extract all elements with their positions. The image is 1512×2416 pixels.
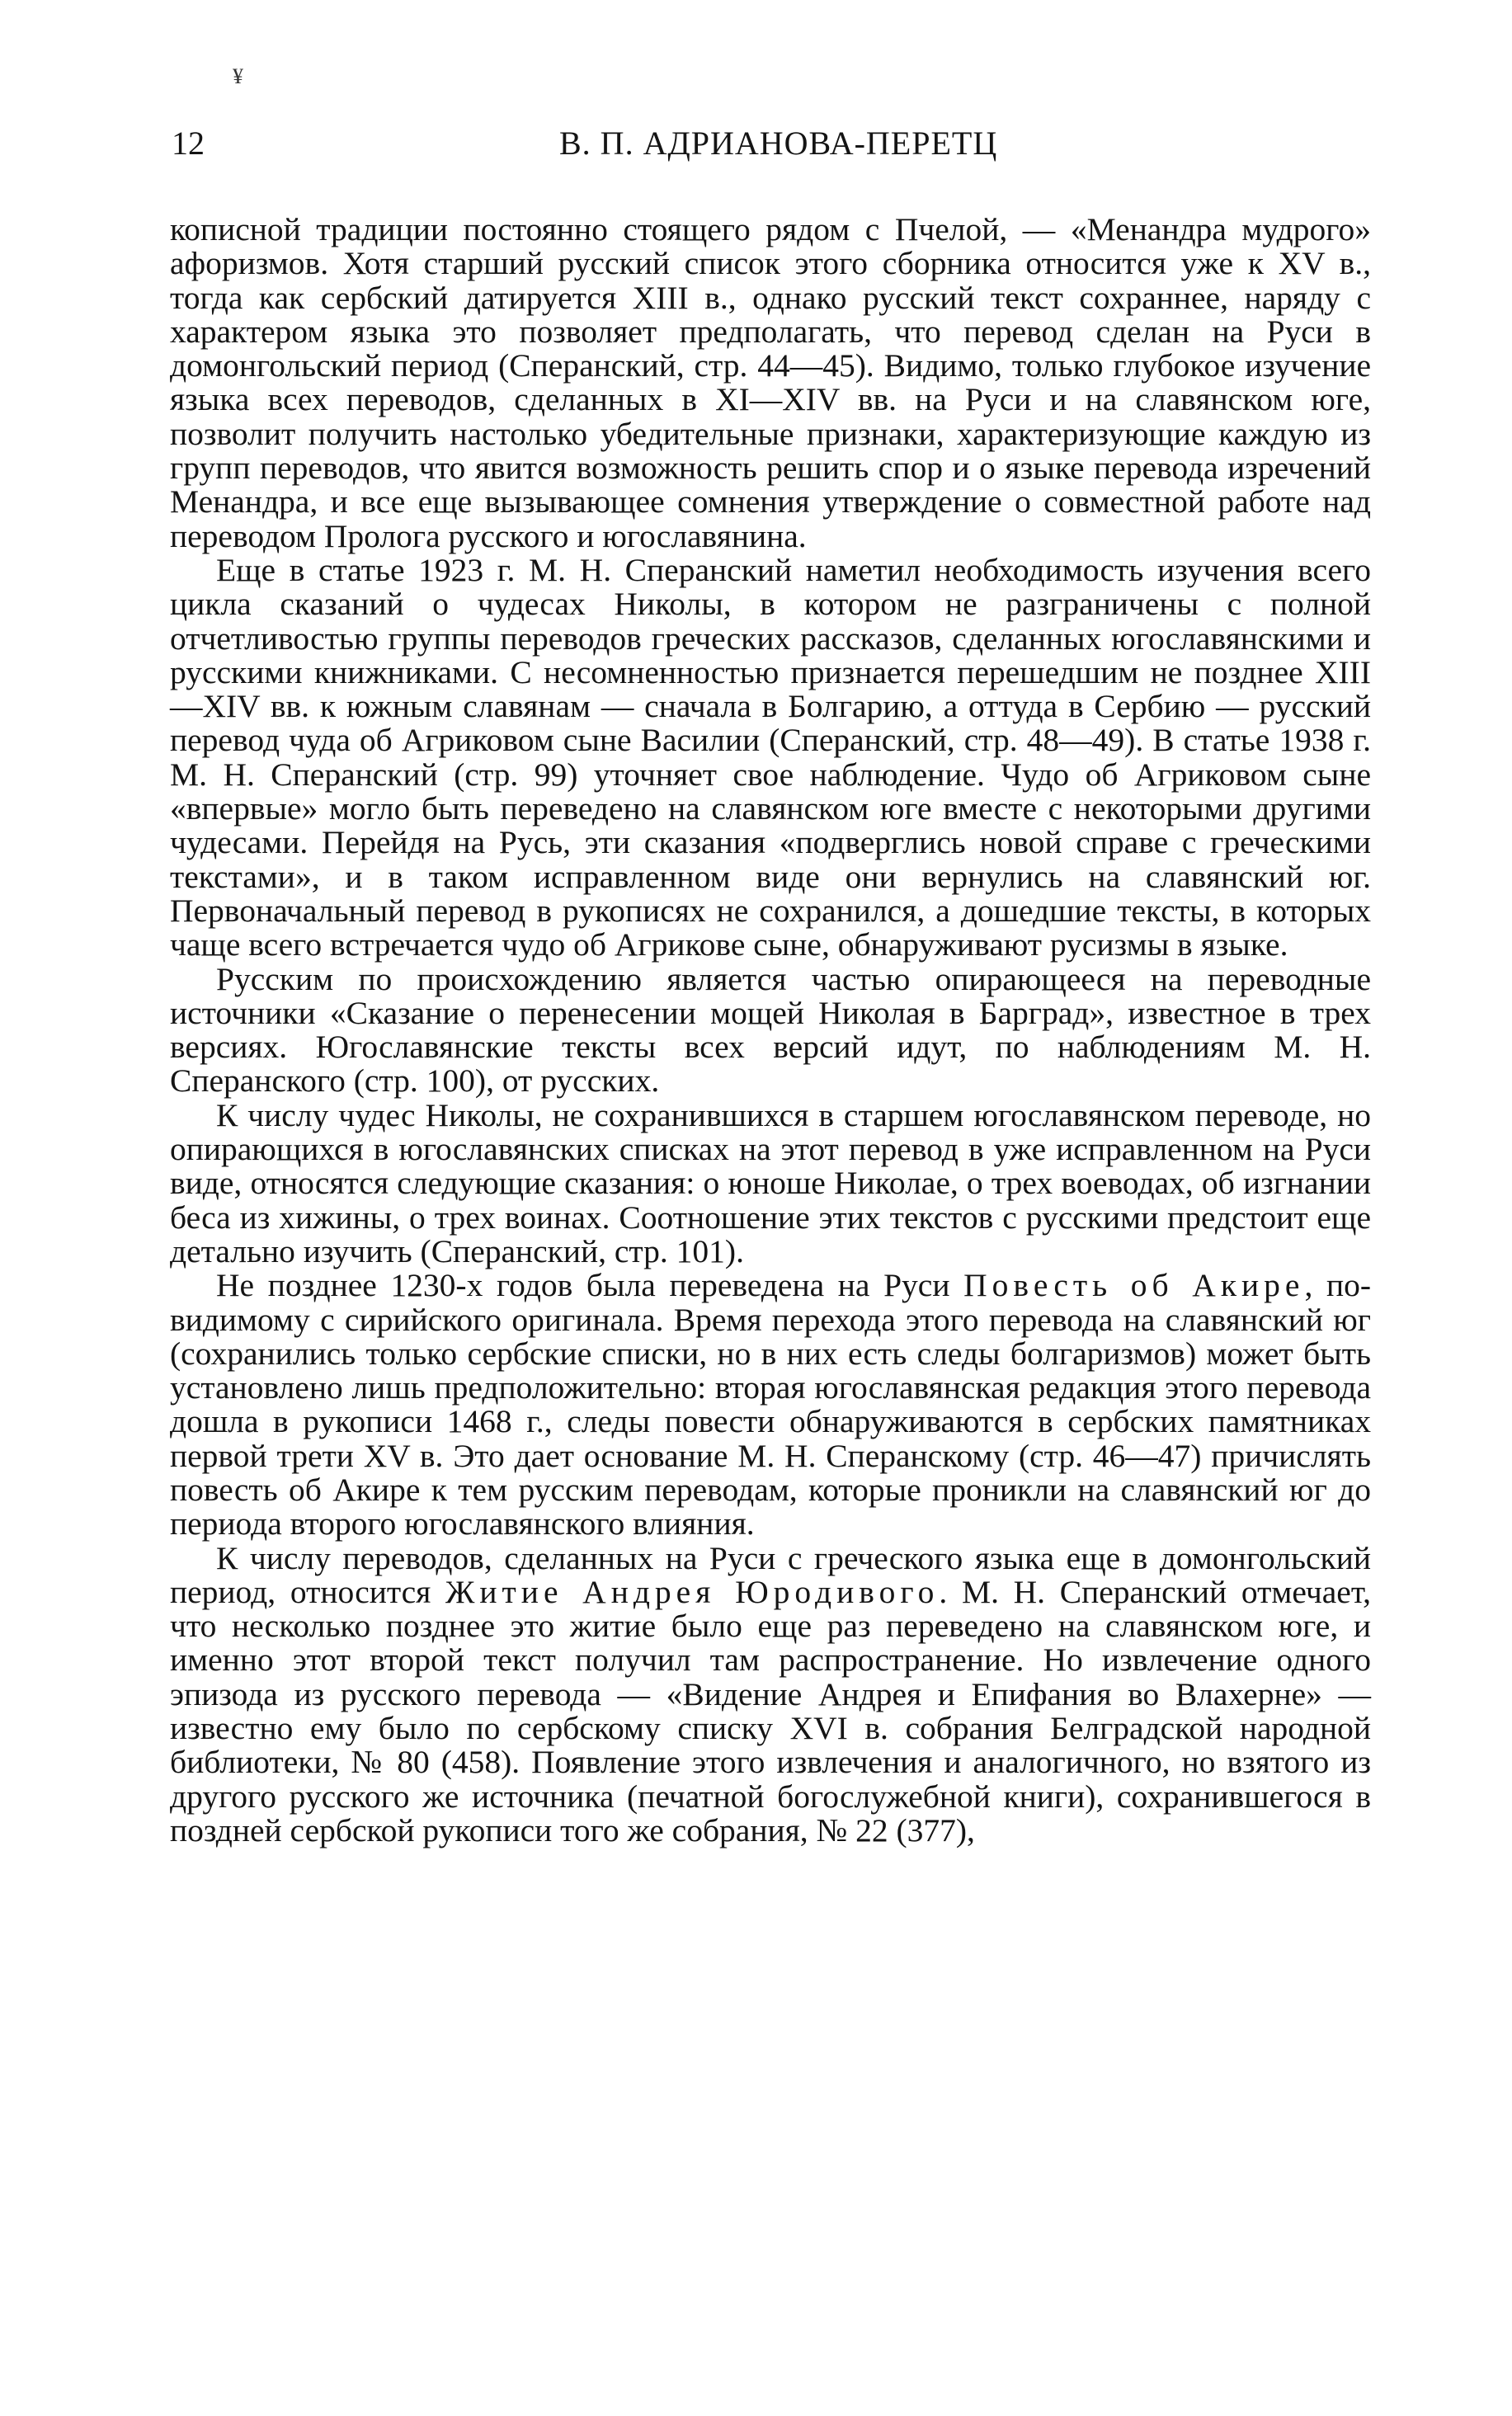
page-mark: ¥ [233, 64, 243, 88]
paragraph-text: Русским по происхождению является частью опирающееся на переводные источники «Сказание о перенесении мощей Николая в Барград», известное в трех версиях. Югославянские тексты всех версий идут, по наблюдениям М. Н. Сперанского (стр. 100), от русских. [170, 960, 1371, 1100]
paragraph-text: К числу переводов, сделанных на Руси с греческого языка еще в домонгольский период, относится [170, 1539, 1371, 1610]
paragraph-text: , по-видимому с сирийского оригинала. Время перехода этого перевода на славянский юг (сохранились только сербские списки, но в них есть следы болгаризмов) может быть установлено лишь предположительно: вторая югославянская редакция этого перевода дошла в рукописи 1468 г., следы повести обнаруживаются в сербских памятниках первой трети XV в. Это дает основание М. Н. Сперанскому (стр. 46—47) причислять повесть об Акире к тем русским переводам, которые проникли на славянский юг до периода второго югославянского влияния. [170, 1267, 1371, 1542]
work-title-andrey: Житие Андрея Юродивого [445, 1573, 940, 1610]
paragraph-1 [170, 213, 1371, 553]
paragraph-6 [170, 1539, 1371, 1848]
paragraph-2 [170, 553, 1371, 963]
page-number: 12 [172, 125, 205, 162]
paragraph-text: кописной традиции постоянно стоящего рядом с Пчелой, — «Менандра мудрого» афоризмов. Хотя старший русский список этого сборника относится уже к XV в., тогда как сербский датируется XIII в., однако русский текст сохраннее, наряду с характером языка это позволяет предполагать, что перевод сделан на Руси в домонгольский период (Сперанский, стр. 44—45). Видимо, только глубокое изучение языка всех переводов, сделанных в XI—XIV вв. на Руси и на славянском юге, позволит получить настолько убедительные признаки, характеризующие каждую из групп переводов, что явится возможность решить спор и о языке перевода изречений Менандра, и все еще вызывающее сомнения утверждение о совместной работе над переводом Пролога русского и югославянина. [170, 211, 1371, 554]
paragraph-text: Еще в статье 1923 г. М. Н. Сперанский наметил необходимость изучения всего цикла сказаний о чудесах Николы, в котором не разграничены с полной отчетливостью группы переводов греческих рассказов, сделанных югославянскими и русскими книжниками. С несомненностью признается перешедшим не позднее XIII—XIV вв. к южным славянам — сначала в Болгарию, а оттуда в Сербию — русский перевод чуда об Агриковом сыне Василии (Сперанский, стр. 48—49). В статье 1938 г. М. Н. Сперанский (стр. 99) уточняет свое наблюдение. Чудо об Агриковом сыне «впервые» могло быть переведено на славянском юге вместе с некоторыми другими чудесами. Перейдя на Русь, эти сказания «подверглись новой справе с греческими текстами», и в таком исправленном виде они вернулись на славянский юг. Первоначальный перевод в рукописях не сохранился, а дошедшие тексты, в которых чаще всего встречается чудо об Агрикове сыне, обнаруживают русизмы в языке. [170, 551, 1371, 963]
paragraph-text: К числу чудес Николы, не сохранившихся в старшем югославянском переводе, но опирающихся в югославянских списках на этот перевод в уже исправленном на Руси виде, относятся следующие сказания: о юноше Николае, о трех воеводах, об изгнании беса из хижины, о трех воинах. Соотношение этих текстов с русскими предстоит еще детально изучить (Сперанский, стр. 101). [170, 1096, 1371, 1269]
body-text [170, 213, 1371, 1848]
paragraph-text: . М. Н. Сперанский отмечает, что несколько позднее это житие было еще раз переведено на славянском юге, и именно этот второй текст получил там распространение. Но извлечение одного эпизода из русского перевода — «Видение Андрея и Епифания во Влахерне» — известно ему было по сербскому списку XVI в. собрания Белградской народной библиотеки, № 80 (458). Появление этого извлечения и аналогичного, но взятого из другого русского же источника (печатной богослужебной книги), сохранившегося в поздней сербской рукописи того же собрания, № 22 (377), [170, 1573, 1371, 1848]
work-title-akir: Повесть об Акире [963, 1267, 1305, 1304]
paragraph-text: Не позднее 1230-х годов была переведена на Руси [216, 1267, 964, 1304]
paragraph-5 [170, 1269, 1371, 1541]
paragraph-3 [170, 960, 1371, 1100]
paragraph-4 [170, 1096, 1371, 1269]
running-title: В. П. АДРИАНОВА-ПЕРЕТЦ [559, 125, 998, 162]
